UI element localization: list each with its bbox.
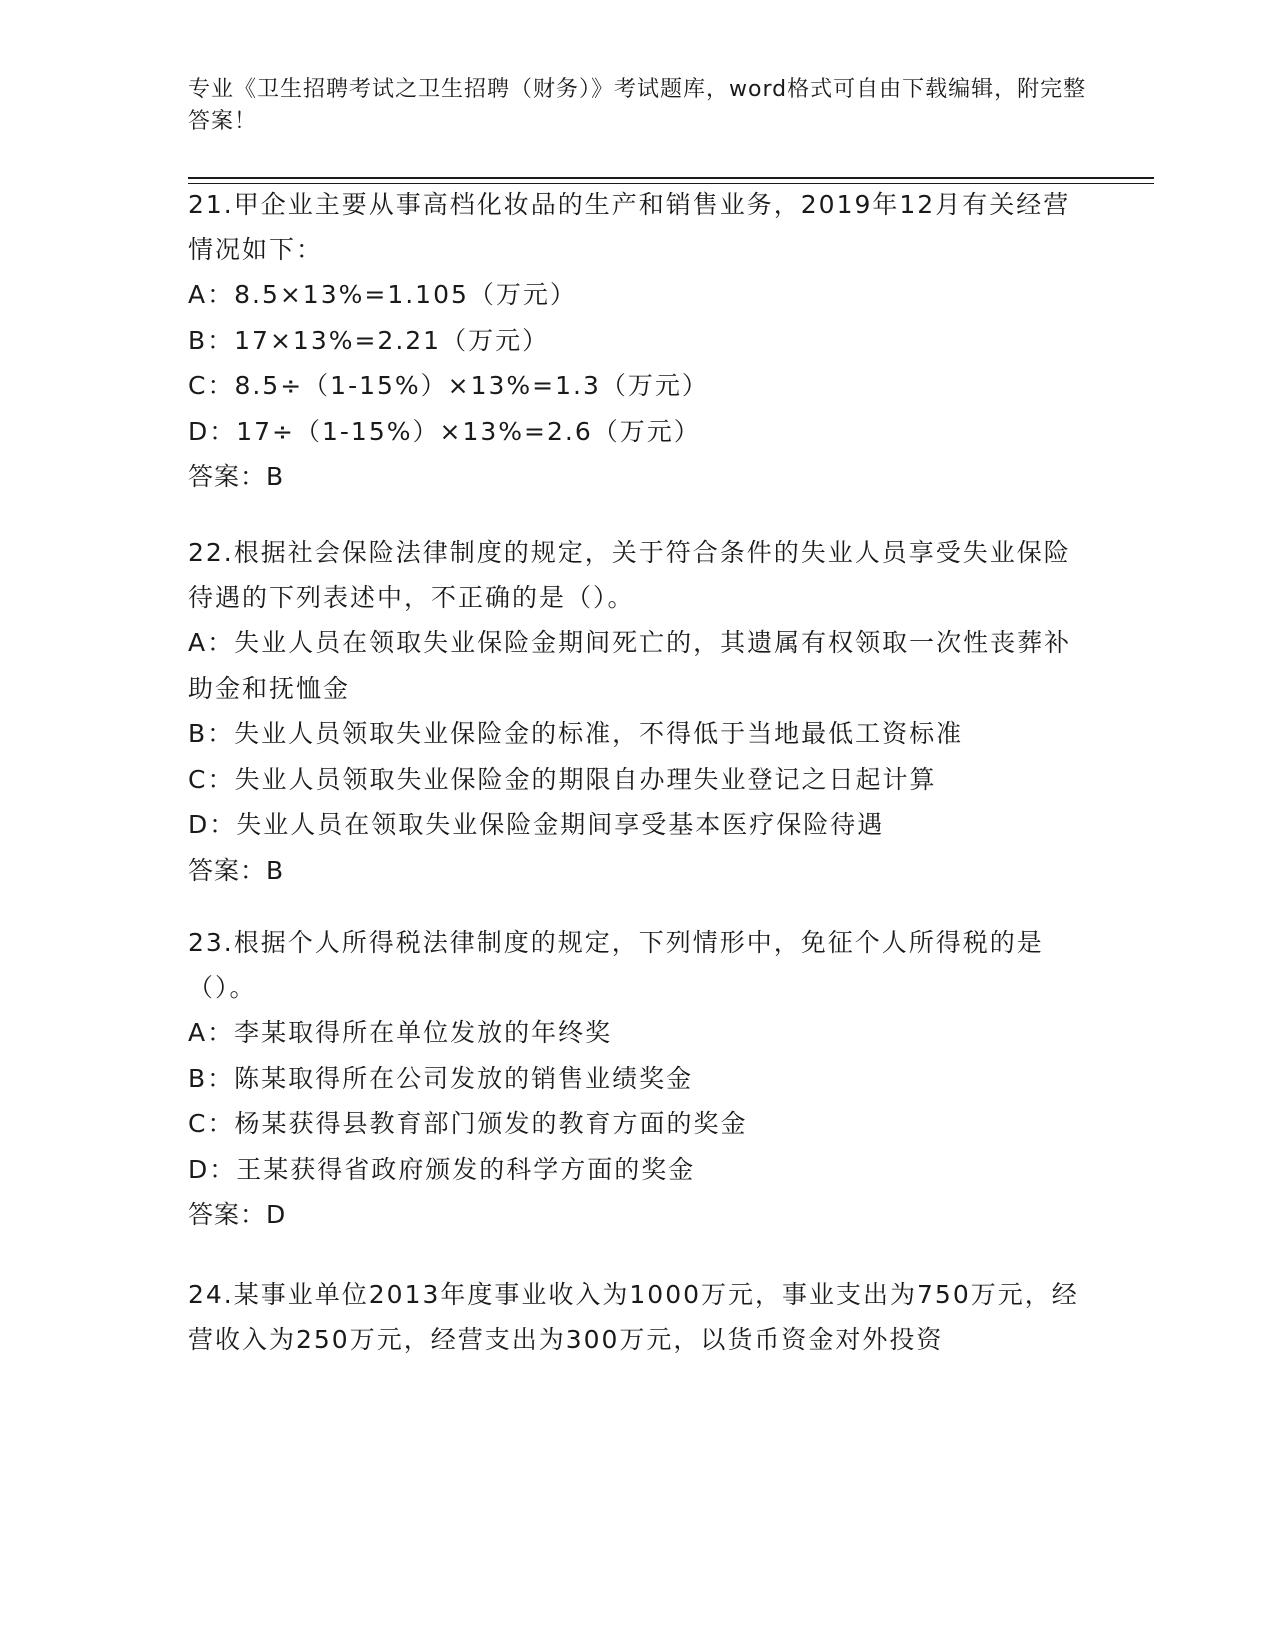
option-a: A：失业人员在领取失业保险金期间死亡的，其遗属有权领取一次性丧葬补助金和抚恤金 bbox=[188, 628, 1072, 703]
document-header: 专业《卫生招聘考试之卫生招聘（财务）》考试题库，word格式可自由下载编辑，附完整答案！ bbox=[188, 77, 1087, 134]
option-d: D：王某获得省政府颁发的科学方面的奖金 bbox=[188, 1154, 696, 1184]
option-a: A：李某取得所在单位发放的年终奖 bbox=[188, 1018, 613, 1047]
header-divider-thick bbox=[188, 177, 1154, 179]
option-b: B：陈某取得所在公司发放的销售业绩奖金 bbox=[188, 1063, 694, 1093]
question-stem: 22.根据社会保险法律制度的规定，关于符合条件的失业人员享受失业保险待遇的下列表述中，不正确的是（）。 bbox=[188, 538, 1071, 612]
question-21 bbox=[188, 182, 1088, 499]
option-b: B：17×13%=2.21（万元） bbox=[188, 325, 550, 355]
question-22 bbox=[188, 530, 1088, 893]
option-c: C：杨某获得县教育部门颁发的教育方面的奖金 bbox=[188, 1109, 748, 1138]
question-stem: 23.根据个人所得税法律制度的规定，下列情形中，免征个人所得税的是（）。 bbox=[188, 928, 1044, 1002]
answer: 答案：B bbox=[188, 855, 285, 885]
option-c: C：失业人员领取失业保险金的期限自办理失业登记之日起计算 bbox=[188, 764, 937, 794]
answer: 答案：D bbox=[188, 1200, 287, 1229]
option-d: D：17÷（1-15%）×13%=2.6（万元） bbox=[188, 416, 701, 446]
answer: 答案：B bbox=[188, 462, 285, 491]
option-a: A：8.5×13%=1.105（万元） bbox=[188, 280, 577, 309]
question-24 bbox=[188, 1272, 1088, 1362]
question-23 bbox=[188, 920, 1088, 1237]
option-d: D：失业人员在领取失业保险金期间享受基本医疗保险待遇 bbox=[188, 810, 885, 839]
question-stem: 21.甲企业主要从事高档化妆品的生产和销售业务，2019年12月有关经营情况如下： bbox=[188, 190, 1071, 264]
option-c: C：8.5÷（1-15%）×13%=1.3（万元） bbox=[188, 371, 709, 400]
question-stem: 24.某事业单位2013年度事业收入为1000万元，事业支出为750万元，经营收入为250万元，经营支出为300万元，以货币资金对外投资 bbox=[188, 1280, 1079, 1354]
option-b: B：失业人员领取失业保险金的标准，不得低于当地最低工资标准 bbox=[188, 719, 964, 748]
